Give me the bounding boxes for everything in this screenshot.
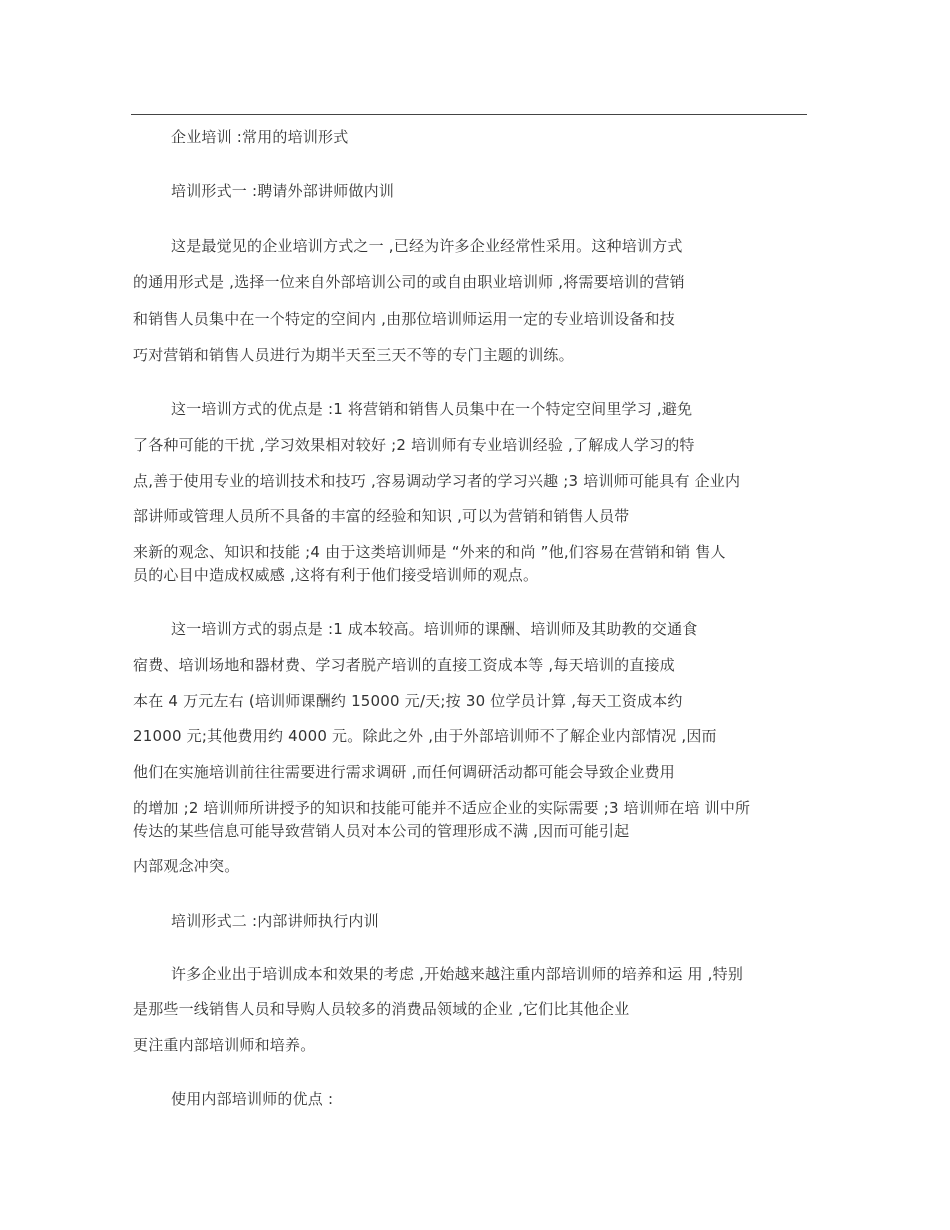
paragraph-line: 这一培训方式的弱点是 :1 成本较高。培训师的课酬、培训师及其助教的交通食 <box>171 620 698 638</box>
paragraph-line: 巧对营销和销售人员进行为期半天至三天不等的专门主题的训练。 <box>133 346 574 364</box>
paragraph-line: 传达的某些信息可能导致营销人员对本公司的管理形成不满 ,因而可能引起 <box>133 822 630 840</box>
paragraph-line: 他们在实施培训前往往需要进行需求调研 ,而任何调研活动都可能会导致企业费用 <box>133 763 675 781</box>
paragraph-line: 的增加 ;2 培训师所讲授予的知识和技能可能并不适应企业的实际需要 ;3 培训师在培 训中所 <box>133 799 751 817</box>
header-rule <box>131 114 807 115</box>
paragraph-line: 和销售人员集中在一个特定的空间内 ,由那位培训师运用一定的专业培训设备和技 <box>133 310 675 328</box>
paragraph-line: 使用内部培训师的优点 : <box>171 1090 334 1108</box>
section-heading-1: 培训形式一 :聘请外部讲师做内训 <box>171 182 395 200</box>
paragraph-line: 是那些一线销售人员和导购人员较多的消费品领域的企业 ,它们比其他企业 <box>133 1000 630 1018</box>
paragraph-line: 这是最觉见的企业培训方式之一 ,已经为许多企业经常性采用。这种培训方式 <box>171 237 683 255</box>
paragraph-line: 来新的观念、知识和技能 ;4 由于这类培训师是 “外来的和尚 ”他,们容易在营销和销 售人 <box>133 543 726 561</box>
paragraph-line: 这一培训方式的优点是 :1 将营销和销售人员集中在一个特定空间里学习 ,避免 <box>171 400 693 418</box>
paragraph-line: 的通用形式是 ,选择一位来自外部培训公司的或自由职业培训师 ,将需要培训的营销 <box>133 273 685 291</box>
paragraph-line: 点,善于使用专业的培训技术和技巧 ,容易调动学习者的学习兴趣 ;3 培训师可能具有 企业内 <box>133 472 741 490</box>
paragraph-line: 员的心目中造成权威感 ,这将有利于他们接受培训师的观点。 <box>133 566 539 584</box>
section-heading-2: 培训形式二 :内部讲师执行内训 <box>171 912 379 930</box>
document-title: 企业培训 :常用的培训形式 <box>171 128 349 146</box>
paragraph-line: 21000 元;其他费用约 4000 元。除此之外 ,由于外部培训师不了解企业内部情况 ,因而 <box>133 727 717 745</box>
paragraph-line: 宿费、培训场地和器材费、学习者脱产培训的直接工资成本等 ,每天培训的直接成 <box>133 656 675 674</box>
paragraph-line: 本在 4 万元左右 (培训师课酬约 15000 元/天;按 30 位学员计算 ,每天工资成本约 <box>133 692 683 710</box>
paragraph-line: 部讲师或管理人员所不具备的丰富的经验和知识 ,可以为营销和销售人员带 <box>133 507 630 525</box>
paragraph-line: 更注重内部培训师和培养。 <box>133 1036 316 1054</box>
paragraph-line: 内部观念冲突。 <box>133 857 240 875</box>
paragraph-line: 许多企业出于培训成本和效果的考虑 ,开始越来越注重内部培训师的培养和运 用 ,特别 <box>171 965 744 983</box>
paragraph-line: 了各种可能的干扰 ,学习效果相对较好 ;2 培训师有专业培训经验 ,了解成人学习的特 <box>133 436 695 454</box>
